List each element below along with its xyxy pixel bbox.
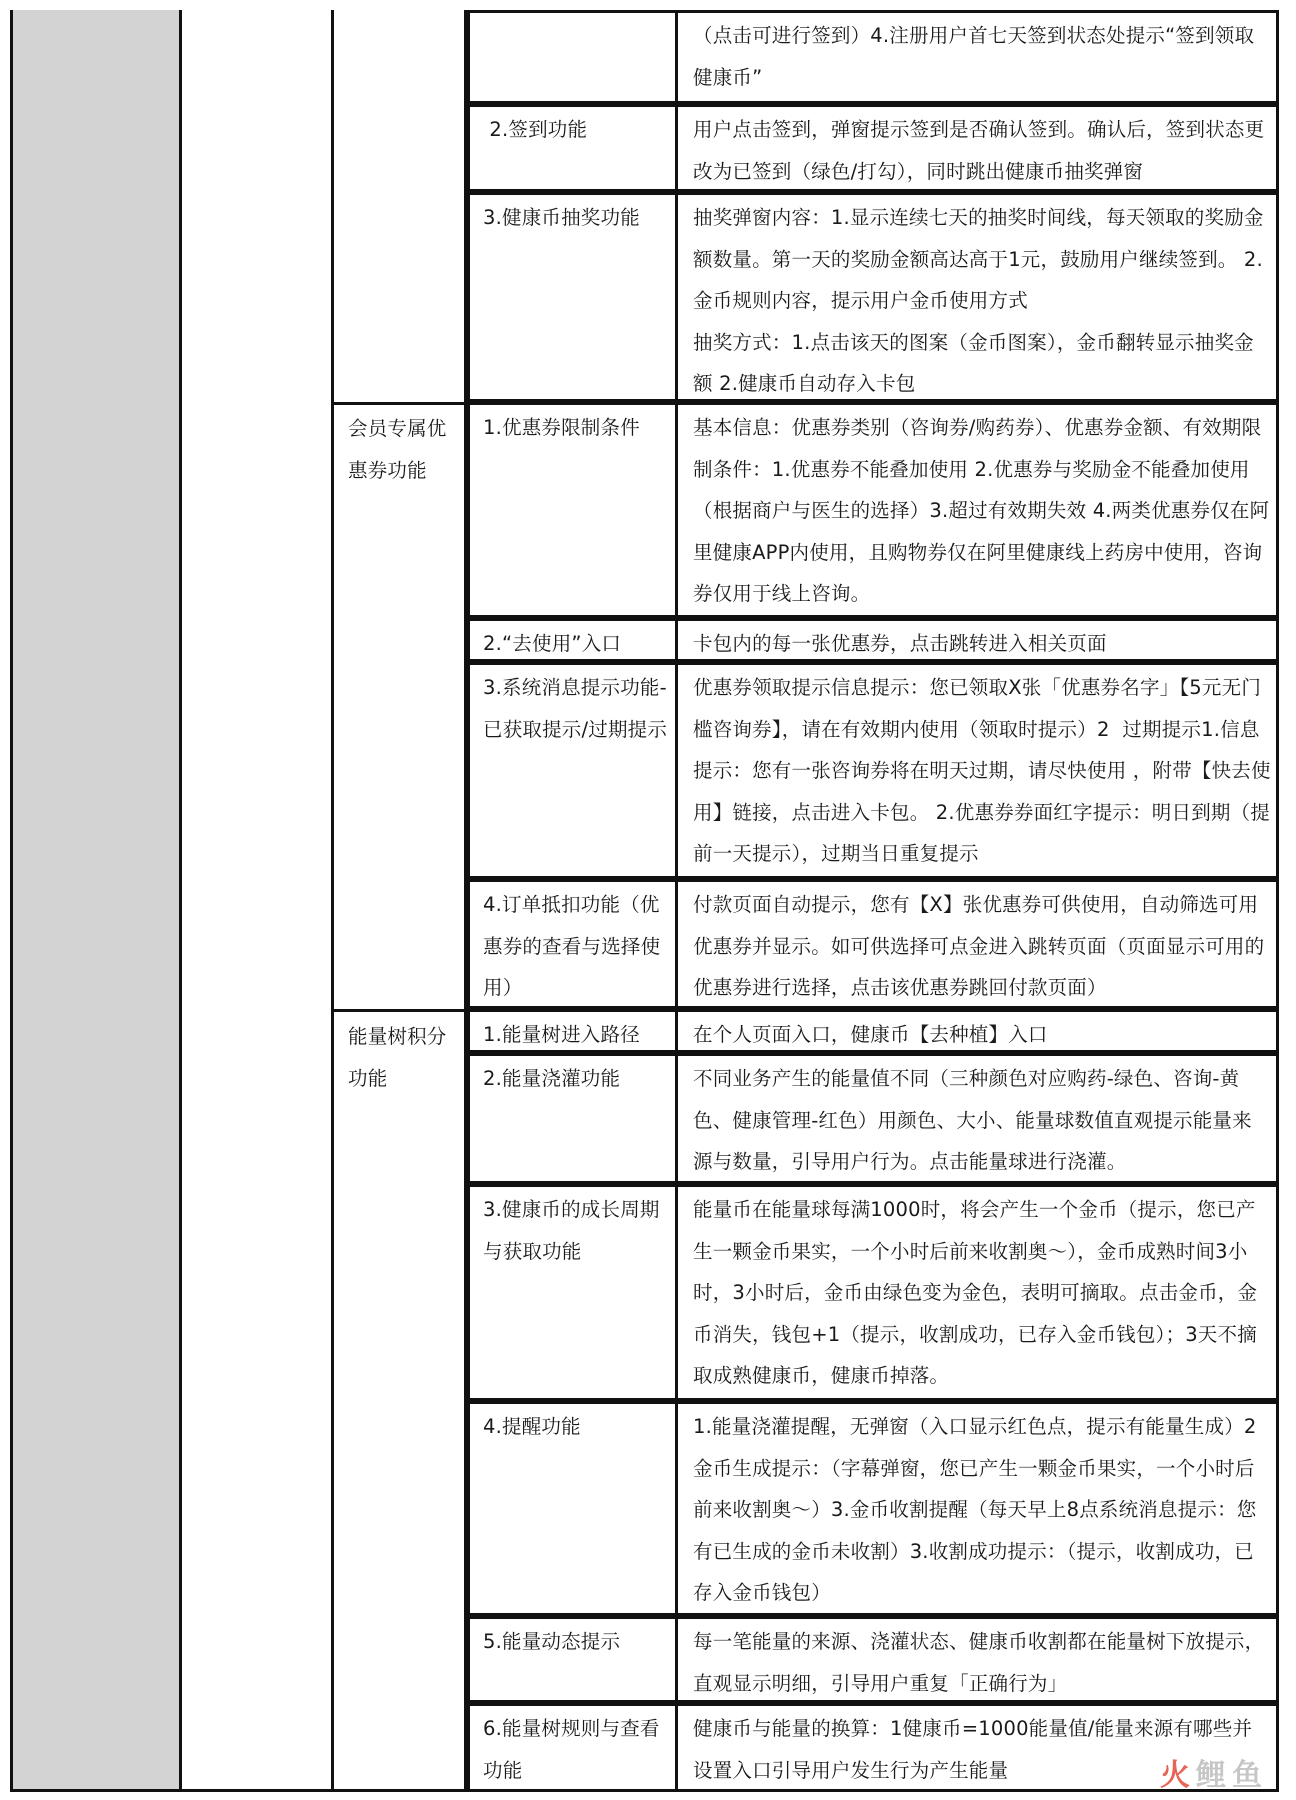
group-title-coupons: 会员专属优惠券功能 [348, 417, 447, 482]
row-column-divider [675, 405, 678, 615]
table-row [467, 104, 1279, 192]
row-column-divider [675, 665, 678, 876]
table-row [467, 662, 1279, 879]
table-row [467, 1703, 1279, 1792]
feature-description-cell: 在个人页面入口，健康币【去种植】入口 [693, 1023, 1048, 1046]
logo-text: 鲤鱼 [1196, 1758, 1268, 1793]
row-column-divider [675, 1187, 678, 1398]
feature-name-cell: 2.“去使用”入口 [483, 632, 622, 655]
row-column-divider [675, 1619, 678, 1700]
feature-description-cell: 卡包内的每一张优惠券，点击跳转进入相关页面 [693, 632, 1107, 655]
feature-name-cell: 6.能量树规则与查看功能 [483, 1717, 660, 1782]
table-row [467, 1401, 1279, 1616]
table-border-col2 [331, 10, 334, 1792]
table-row [467, 1009, 1279, 1053]
feature-name-cell: 2.签到功能 [483, 118, 588, 141]
table-border-col1 [179, 10, 182, 1792]
row-column-divider [675, 1706, 678, 1789]
feature-description-cell: 能量币在能量球每满1000时，将会产生一个金币（提示，您已产生一颗金币果实，一个小时后前来收割奥～），金币成熟时间3小时，3小时后，金币由绿色变为金色，表明可摘取。点击金币，金币消失，钱包+1（提示，收割成功，已存入金币钱包）；3天不摘取成熟健康币，健康币掉落。 [693, 1198, 1258, 1388]
row-column-divider [675, 882, 678, 1006]
feature-name-cell: 4.订单抵扣功能（优惠券的查看与选择使用） [483, 893, 661, 1000]
feature-name-cell: 5.能量动态提示 [483, 1630, 621, 1653]
group-title-energy-tree: 能量树积分功能 [348, 1025, 447, 1090]
feature-description-cell: 付款页面自动提示，您有【X】张优惠券可供使用，自动筛选可用优惠券并显示。如可供选择可点金进入跳转页面（页面显示可用的优惠券进行选择，点击该优惠券跳回付款页面） [693, 893, 1265, 1000]
row-column-divider [675, 195, 678, 399]
feature-description-cell: 用户点击签到，弹窗提示签到是否确认签到。确认后，签到状态更改为已签到（绿色/打勾），同时跳出健康币抽奖弹窗 [693, 118, 1265, 183]
feature-description-cell: 优惠券领取提示信息提示：您已领取X张「优惠券名字」【5元无门槛咨询券】，请在有效期内使用（领取时提示）2 过期提示1.信息提示：您有一张咨询券将在明天过期，请尽快使用 ，附带【快去使用】链接，点击进入卡包。 2.优惠券券面红字提示：明日到期（提前一天提示），过期当日重复提示 [693, 676, 1271, 866]
feature-description-cell: 不同业务产生的能量值不同（三种颜色对应购药-绿色、咨询-黄色、健康管理-红色）用颜色、大小、能量球数值直观提示能量来源与数量，引导用户行为。点击能量球进行浇灌。 [693, 1067, 1252, 1174]
table-row [467, 192, 1279, 402]
feature-name-cell: 1.能量树进入路径 [483, 1023, 640, 1046]
table-row [467, 618, 1279, 662]
row-column-divider [675, 621, 678, 659]
feature-description-cell: 抽奖弹窗内容：1.显示连续七天的抽奖时间线，每天领取的奖励金额数量。第一天的奖励金额高达高于1元，鼓励用户继续签到。 2.金币规则内容，提示用户金币使用方式 抽奖方式：1.点击该天的图案（金币图案），金币翻转显示抽奖金额 2.健康币自动存入卡包 [693, 206, 1264, 396]
table-row [467, 879, 1279, 1009]
row-column-divider [675, 1404, 678, 1613]
feature-name-cell: 2.能量浇灌功能 [483, 1067, 621, 1090]
row-column-divider [675, 1012, 678, 1050]
table-border-left [10, 10, 13, 1792]
feature-description-cell: 基本信息：优惠券类别（咨询券/购药券）、优惠券金额、有效期限制条件：1.优惠券不能叠加使用 2.优惠券与奖励金不能叠加使用 （根据商户与医生的选择）3.超过有效期失效 4.两类优惠券仅在阿里健康APP内使用，且购物券仅在阿里健康线上药房中使用，咨询券仅用于线上咨询。 [693, 416, 1270, 606]
table-row [467, 1053, 1279, 1184]
table-row [467, 402, 1279, 618]
table-row [467, 1184, 1279, 1401]
feature-description-cell: 每一笔能量的来源、浇灌状态、健康币收割都在能量树下放提示，直观显示明细，引导用户重复「正确行为」 [693, 1630, 1265, 1695]
feature-name-cell: 1.优惠券限制条件 [483, 416, 640, 439]
outer-grey-column [10, 10, 181, 1792]
feature-description-cell: 1.能量浇灌提醒，无弹窗（入口显示红色点，提示有能量生成）2 金币生成提示：（字幕弹窗，您已产生一颗金币果实，一个小时后前来收割奥～）3.金币收割提醒（每天早上8点系统消息提示：您有已生成的金币未收割）3.收割成功提示：（提示，收割成功，已存入金币钱包） [693, 1415, 1263, 1605]
feature-name-cell: 3.系统消息提示功能-已获取提示/过期提示 [483, 676, 668, 741]
feature-name-cell: 3.健康币的成长周期与获取功能 [483, 1198, 660, 1263]
watermark-logo [1160, 1758, 1268, 1794]
row-column-divider [675, 13, 678, 101]
table-row [467, 1616, 1279, 1703]
row-column-divider [675, 1056, 678, 1181]
second-column [181, 10, 333, 1792]
feature-name-cell: 3.健康币抽奖功能 [483, 206, 640, 229]
feature-description-cell: 健康币与能量的换算：1健康币=1000能量值/能量来源有哪些并设置入口引导用户发生行为产生能量 [693, 1717, 1253, 1782]
feature-description-cell: （点击可进行签到）4.注册用户首七天签到状态处提示“签到领取健康币” [693, 24, 1255, 89]
feature-name-cell: 4.提醒功能 [483, 1415, 581, 1438]
row-column-divider [675, 107, 678, 189]
logo-fire-glyph: 火 [1160, 1758, 1196, 1793]
table-row [467, 10, 1279, 104]
